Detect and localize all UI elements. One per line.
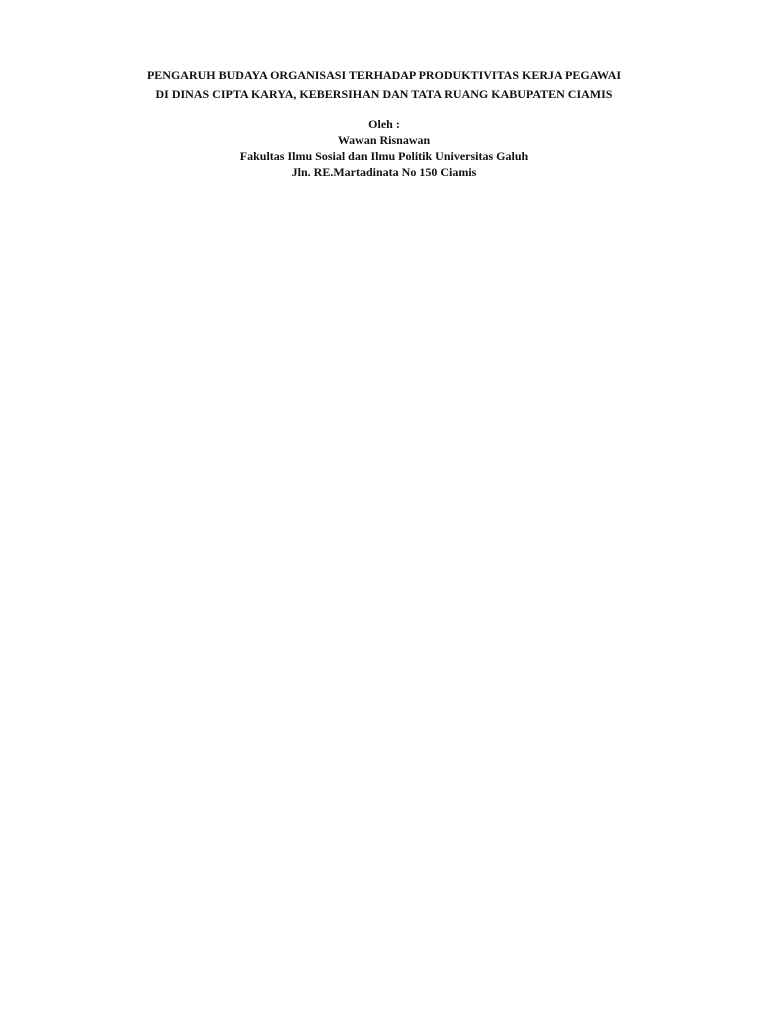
- author-block: [96, 116, 672, 180]
- author-address: Jln. RE.Martadinata No 150 Ciamis: [291, 165, 477, 179]
- paper-title-line-1: PENGARUH BUDAYA ORGANISASI TERHADAP PRODUKTIVITAS KERJA PEGAWAI: [146, 68, 622, 82]
- author-name: Wawan Risnawan: [337, 133, 431, 147]
- author-affiliation: Fakultas Ilmu Sosial dan Ilmu Politik Universitas Galuh: [239, 149, 529, 163]
- oleh-label: Oleh :: [368, 117, 400, 131]
- paper-title-line-2: DI DINAS CIPTA KARYA, KEBERSIHAN DAN TATA RUANG KABUPATEN CIAMIS: [155, 87, 613, 101]
- paper-title: [96, 66, 672, 104]
